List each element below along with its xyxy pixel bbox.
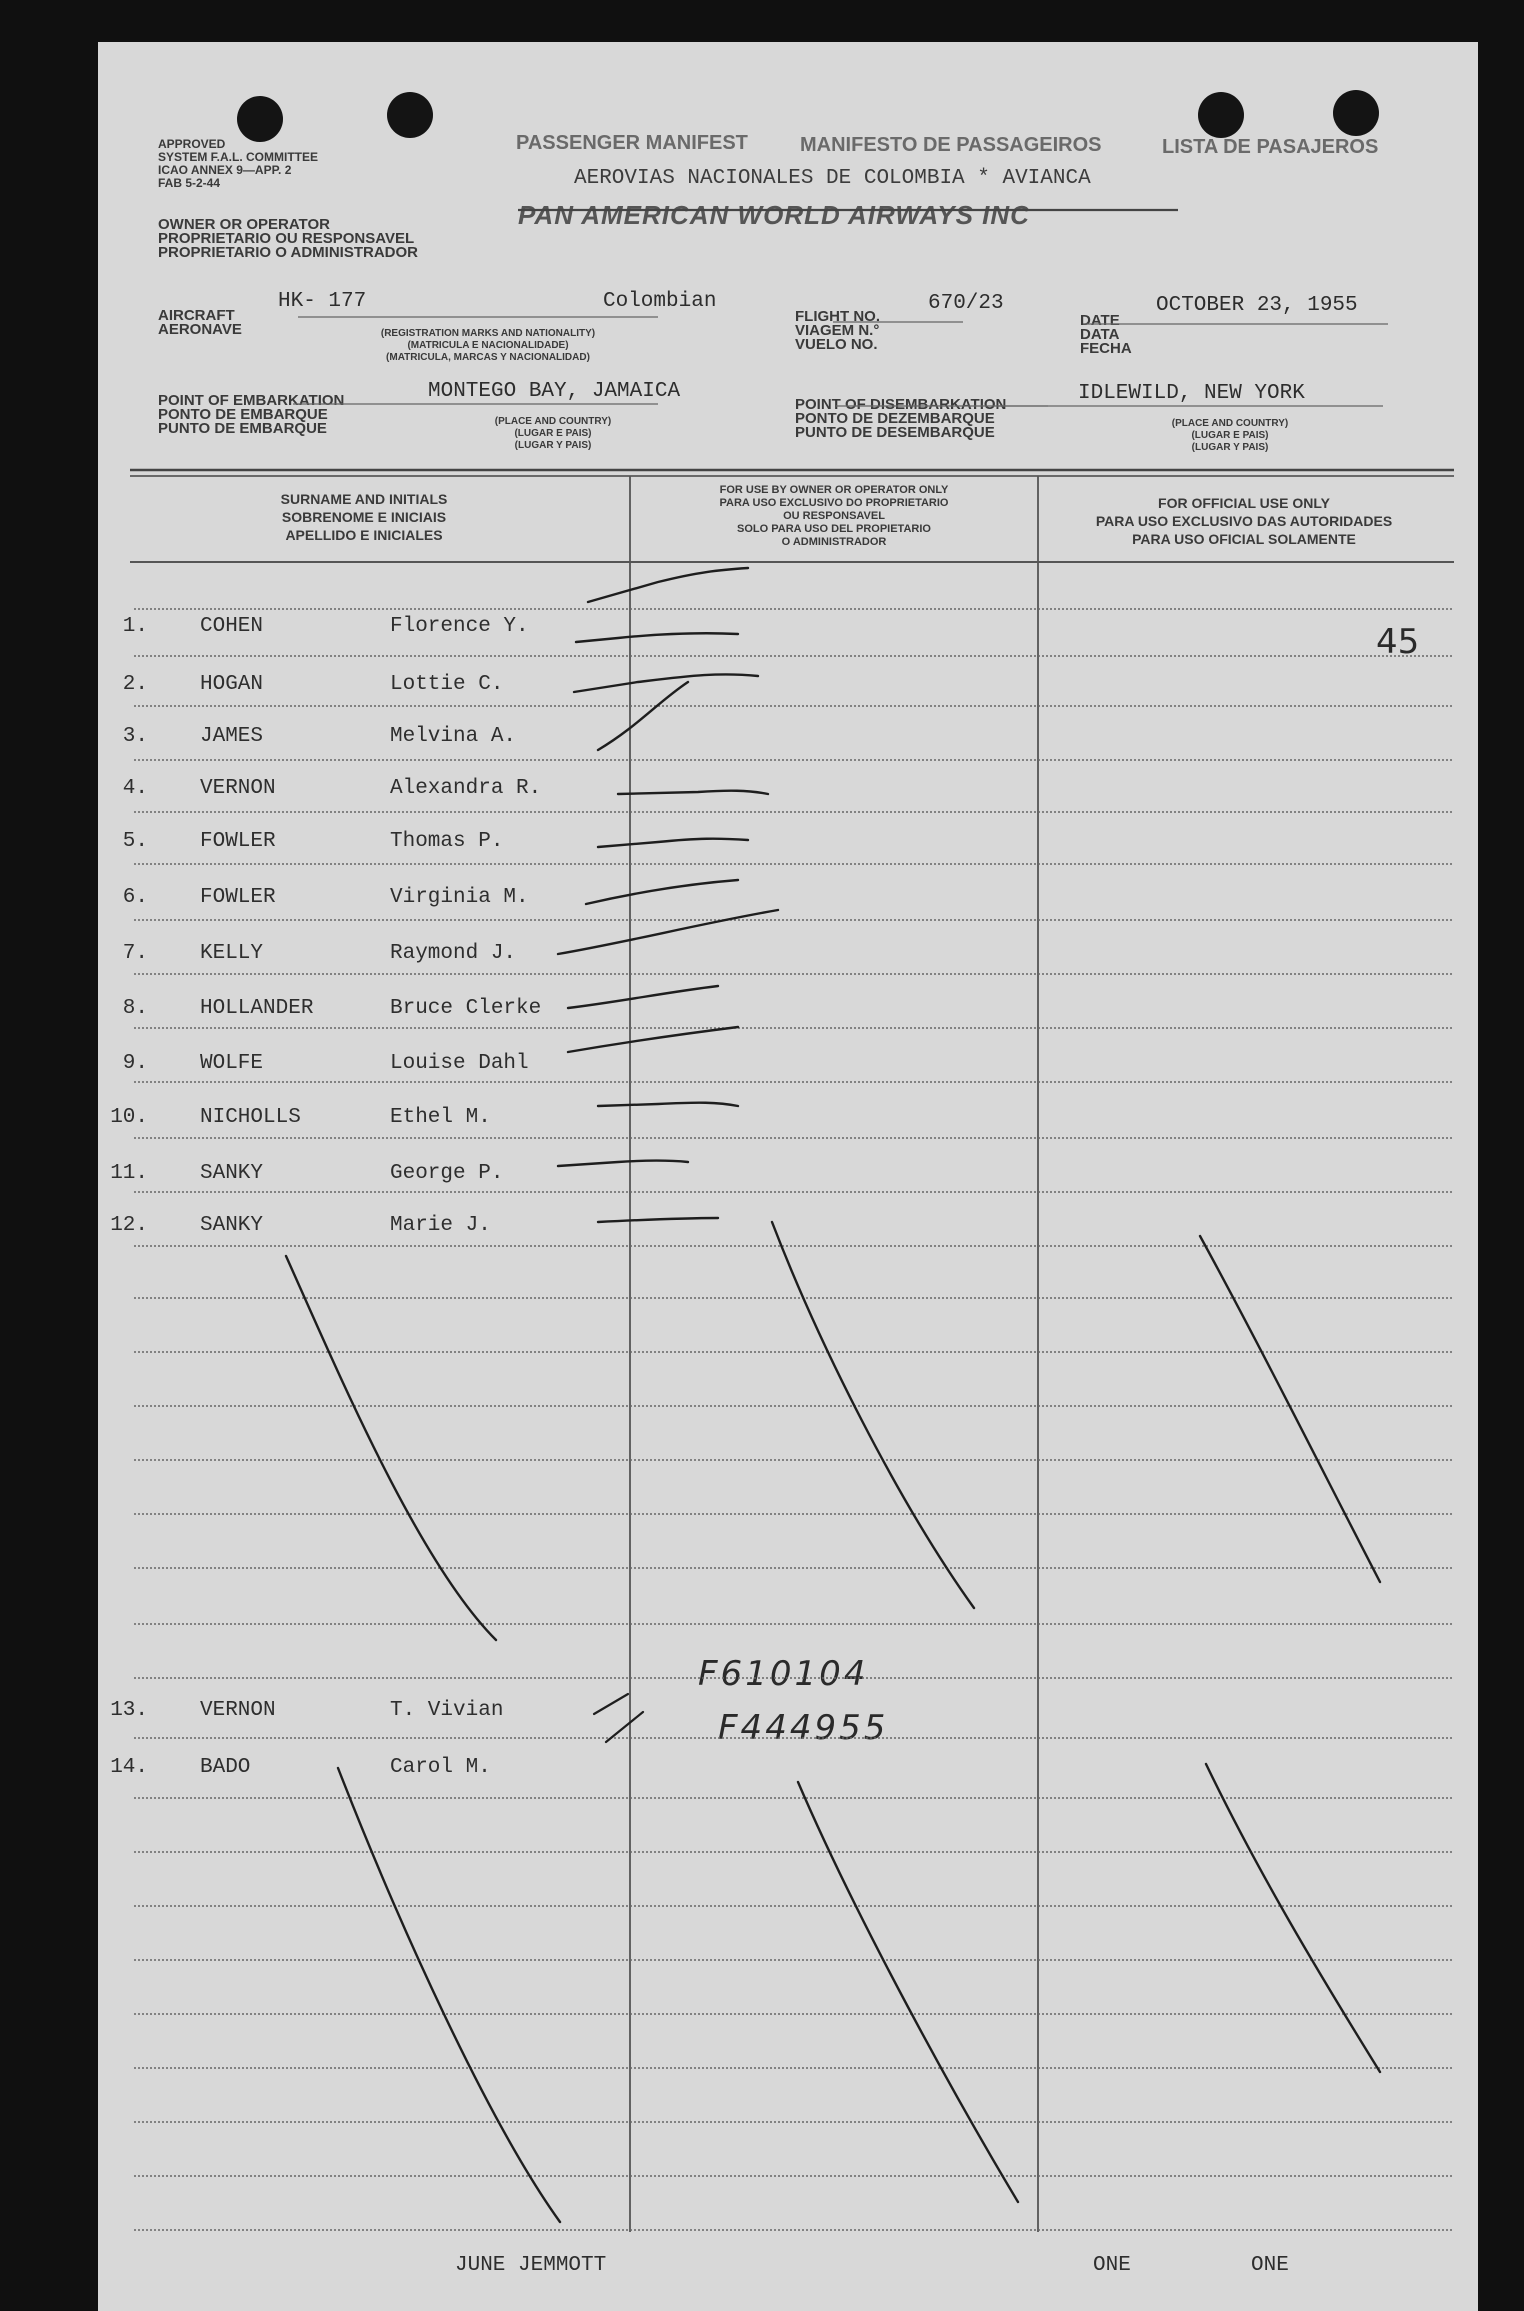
passenger-number: 1. [122,615,148,638]
passenger-given-name: T. Vivian [390,1699,504,1722]
check-mark [558,910,778,954]
check-mark [598,682,688,750]
passenger-number: 12. [110,1214,148,1237]
disembarkation-caption: (PLACE AND COUNTRY) (LUGAR E PAIS) (LUGAR Y PAIS) [1171,418,1289,453]
aircraft-label: AIRCRAFT AERONAVE [158,307,242,338]
check-mark [588,568,748,602]
official-mark: 45 [1376,622,1420,662]
owner-labels: OWNER OR OPERATOR PROPRIETARIO OU RESPONSAVEL PROPRIETARIO O ADMINISTRADOR [158,216,419,261]
passenger-number: 4. [122,777,148,800]
struck-operator: PAN AMERICAN WORLD AIRWAYS INC [518,200,1030,230]
passenger-given-name: Carol M. [390,1756,491,1779]
passenger-number: 3. [122,725,148,748]
check-mark [598,1218,718,1222]
check-mark [558,1161,688,1167]
passenger-surname: SANKY [200,1162,264,1185]
embarkation-label: POINT OF EMBARKATION PONTO DE EMBARQUE PUNTO DE EMBARQUE [158,392,345,437]
passenger-surname: FOWLER [200,886,276,909]
passenger-surname: WOLFE [200,1052,264,1075]
cancel-stroke [338,1768,560,2222]
check-mark [576,633,738,642]
cancel-stroke [798,1782,1018,2202]
passenger-given-name: Alexandra R. [390,777,542,800]
passenger-given-name: Raymond J. [390,942,517,965]
passenger-surname: VERNON [200,777,276,800]
flight-label: FLIGHT NO. VIAGEM N.° VUELO NO. [795,308,880,353]
passenger-number: 14. [110,1756,148,1779]
passenger-surname: SANKY [200,1214,264,1237]
check-mark [598,839,748,847]
passenger-number: 11. [110,1162,148,1185]
cancel-stroke [772,1222,974,1608]
aircraft-nationality: Colombian [603,290,717,313]
form-rules [98,42,1478,2311]
passenger-given-name: Ethel M. [390,1106,491,1129]
footer-name: JUNE JEMMOTT [455,2254,607,2277]
passenger-number: 7. [122,942,148,965]
title-spanish: LISTA DE PASAJEROS [1162,136,1379,158]
flight-number: 670/23 [928,292,1004,315]
passenger-number: 10. [110,1106,148,1129]
passport-note-14: F444955 [718,1708,889,1748]
check-mark [568,1027,738,1052]
disembarkation-label: POINT OF DISEMBARKATION PONTO DE DEZEMBARQUE PUNTO DE DESEMBARQUE [795,396,1007,441]
passenger-surname: HOLLANDER [200,997,314,1020]
check-mark [586,880,738,904]
aircraft-registration: HK- 177 [278,290,367,313]
passenger-surname: FOWLER [200,830,276,853]
passenger-surname: JAMES [200,725,264,748]
footer-value-two: ONE [1251,2254,1289,2277]
check-mark [606,1712,643,1742]
passenger-given-name: Melvina A. [390,725,517,748]
date-label: DATE DATA FECHA [1080,312,1132,357]
check-mark [574,674,758,692]
passenger-number: 2. [122,673,148,696]
check-mark [598,1103,738,1106]
passport-note-13: F610104 [698,1654,869,1694]
cancel-stroke [1206,1764,1380,2072]
passenger-surname: BADO [200,1756,251,1779]
footer-value-one: ONE [1093,2254,1131,2277]
operator-name: AEROVIAS NACIONALES DE COLOMBIA * AVIANCA [574,167,1091,190]
passenger-number: 5. [122,830,148,853]
disembarkation-place: IDLEWILD, NEW YORK [1078,382,1305,405]
passenger-surname: KELLY [200,942,264,965]
passenger-surname: COHEN [200,615,264,638]
aircraft-caption: (REGISTRATION MARKS AND NATIONALITY) (MATRICULA E NACIONALIDADE) (MATRICULA, MARCAS Y NACIONALIDAD) [380,328,596,363]
passenger-given-name: Virginia M. [390,886,529,909]
passenger-surname: HOGAN [200,673,264,696]
passenger-number: 8. [122,997,148,1020]
check-mark [568,986,718,1008]
passenger-given-name: Lottie C. [390,673,504,696]
title-portuguese: MANIFESTO DE PASSAGEIROS [800,134,1102,156]
column-header-operator: FOR USE BY OWNER OR OPERATOR ONLY PARA USO EXCLUSIVO DO PROPRIETARIO OU RESPONSAVEL SOLO PARA USO DEL PROPIETARIO O ADMINISTRADOR [719,484,949,548]
embarkation-place: MONTEGO BAY, JAMAICA [428,380,681,403]
cancel-stroke [286,1256,496,1640]
passenger-surname: VERNON [200,1699,276,1722]
passenger-surname: NICHOLLS [200,1106,301,1129]
embarkation-caption: (PLACE AND COUNTRY) (LUGAR E PAIS) (LUGAR Y PAIS) [494,416,612,451]
passenger-given-name: Marie J. [390,1214,491,1237]
passenger-given-name: George P. [390,1162,504,1185]
passenger-number: 13. [110,1699,148,1722]
passenger-number: 6. [122,886,148,909]
passenger-number: 9. [122,1052,148,1075]
check-mark [618,791,768,794]
passenger-given-name: Thomas P. [390,830,504,853]
column-header-names: SURNAME AND INITIALS SOBRENOME E INICIAIS APELLIDO E INICIALES [280,491,448,543]
passenger-given-name: Bruce Clerke [390,997,542,1020]
flight-date: OCTOBER 23, 1955 [1156,294,1358,317]
passenger-given-name: Florence Y. [390,615,529,638]
manifest-page [98,42,1478,2311]
check-mark [594,1694,628,1714]
column-header-official: FOR OFFICIAL USE ONLY PARA USO EXCLUSIVO DAS AUTORIDADES PARA USO OFICIAL SOLAMENTE [1095,495,1393,547]
title-english: PASSENGER MANIFEST [516,132,748,154]
cancel-stroke [1200,1236,1380,1582]
approval-block: APPROVED SYSTEM F.A.L. COMMITTEE ICAO ANNEX 9—APP. 2 FAB 5-2-44 [158,137,319,190]
passenger-given-name: Louise Dahl [390,1052,529,1075]
